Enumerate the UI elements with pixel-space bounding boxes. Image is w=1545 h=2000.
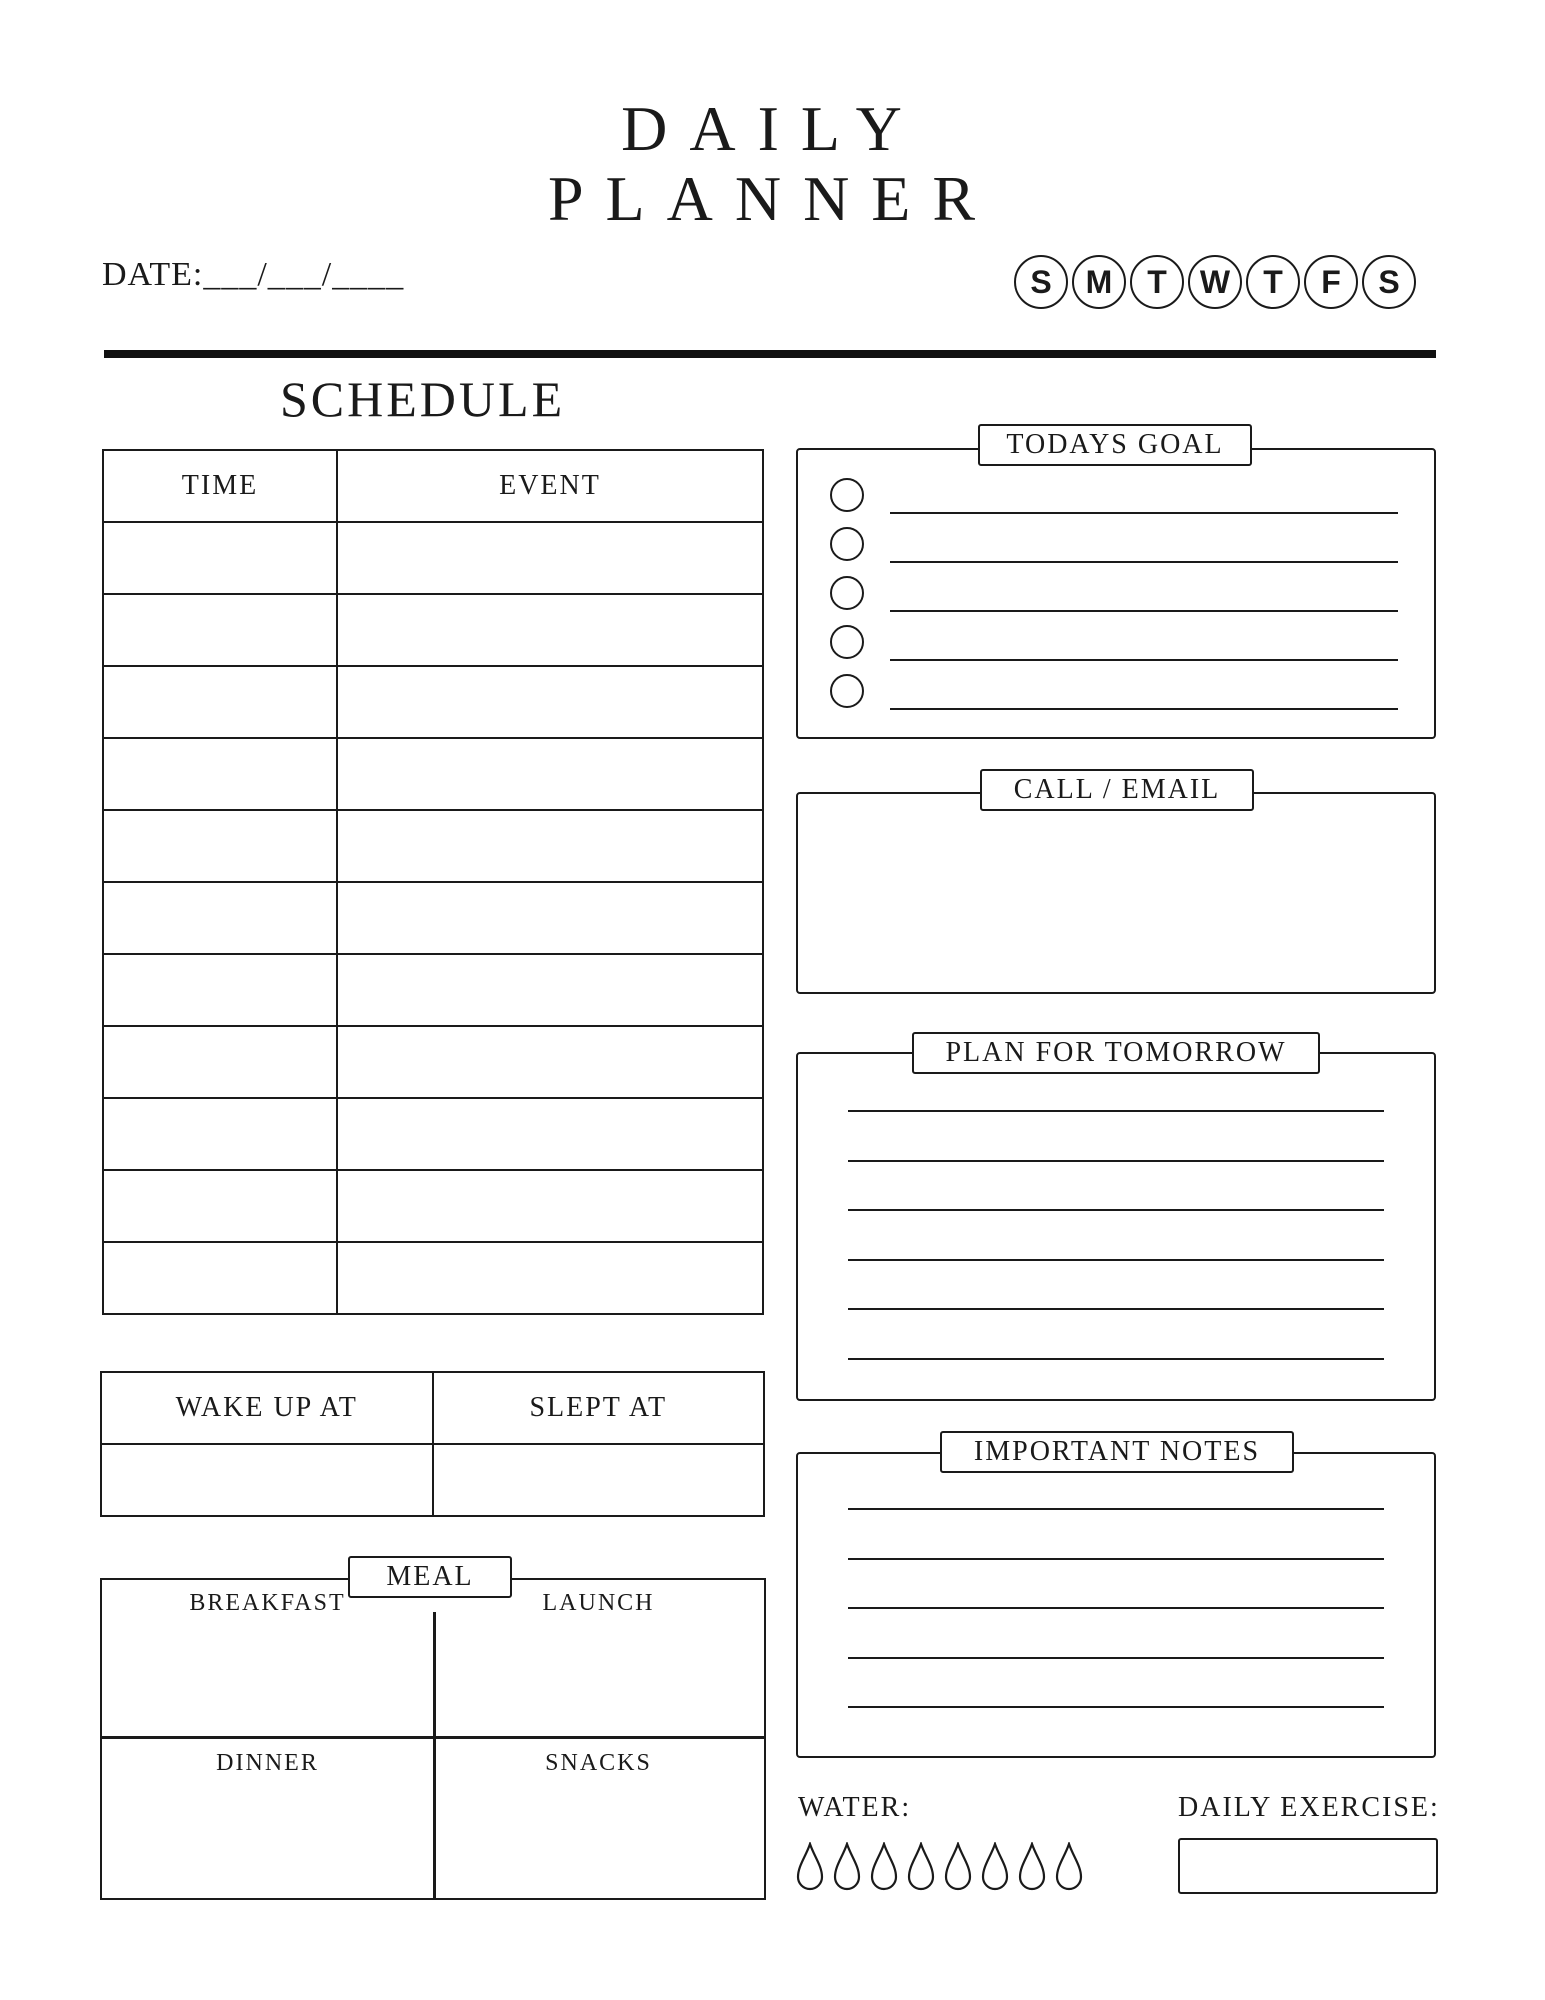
water-tracker (796, 1842, 1083, 1892)
call-email-panel[interactable] (796, 792, 1436, 994)
water-drop-icon[interactable] (833, 1842, 861, 1892)
snacks-label: SNACKS (545, 1750, 652, 1776)
water-label: WATER: (798, 1792, 912, 1823)
event-cell[interactable] (337, 1026, 763, 1098)
goal-checkbox[interactable] (830, 576, 864, 610)
plan-tomorrow-panel (796, 1052, 1436, 1401)
weekday-selector (1014, 255, 1416, 309)
time-cell[interactable] (103, 1098, 337, 1170)
plan-line[interactable] (848, 1160, 1384, 1162)
plan-line[interactable] (848, 1209, 1384, 1211)
daily-exercise-label: DAILY EXERCISE: (1178, 1792, 1440, 1823)
day-sunday[interactable]: S (1014, 255, 1068, 309)
breakfast-area[interactable] (102, 1616, 432, 1734)
event-cell[interactable] (337, 666, 763, 738)
header-divider (104, 350, 1436, 358)
table-row (103, 810, 763, 882)
water-drop-icon[interactable] (870, 1842, 898, 1892)
table-row (103, 882, 763, 954)
important-notes-title: IMPORTANT NOTES (940, 1431, 1294, 1473)
goal-line[interactable] (890, 708, 1398, 710)
todays-goal-title: TODAYS GOAL (978, 424, 1252, 466)
table-row (103, 666, 763, 738)
time-cell[interactable] (103, 522, 337, 594)
meal-divider-horizontal (102, 1736, 764, 1739)
dinner-area[interactable] (102, 1776, 432, 1896)
event-cell[interactable] (337, 810, 763, 882)
water-drop-icon[interactable] (1055, 1842, 1083, 1892)
goal-line[interactable] (890, 512, 1398, 514)
day-monday[interactable]: M (1072, 255, 1126, 309)
water-drop-icon[interactable] (1018, 1842, 1046, 1892)
time-cell[interactable] (103, 738, 337, 810)
event-cell[interactable] (337, 1170, 763, 1242)
slept-at-cell[interactable] (433, 1444, 765, 1516)
time-cell[interactable] (103, 954, 337, 1026)
event-cell[interactable] (337, 594, 763, 666)
time-cell[interactable] (103, 810, 337, 882)
plan-line[interactable] (848, 1358, 1384, 1360)
wake-up-cell[interactable] (101, 1444, 433, 1516)
goal-checkbox[interactable] (830, 527, 864, 561)
time-cell[interactable] (103, 666, 337, 738)
daily-exercise-field[interactable] (1178, 1838, 1438, 1894)
snacks-area[interactable] (436, 1776, 764, 1896)
breakfast-label: BREAKFAST (189, 1590, 346, 1616)
day-friday[interactable]: F (1304, 255, 1358, 309)
plan-tomorrow-title: PLAN FOR TOMORROW (912, 1032, 1320, 1074)
event-cell[interactable] (337, 522, 763, 594)
goal-checkbox[interactable] (830, 625, 864, 659)
goal-line[interactable] (890, 561, 1398, 563)
notes-line[interactable] (848, 1706, 1384, 1708)
table-row (103, 594, 763, 666)
water-drop-icon[interactable] (981, 1842, 1009, 1892)
table-row (103, 1098, 763, 1170)
important-notes-panel (796, 1452, 1436, 1758)
wake-up-header: WAKE UP AT (101, 1372, 433, 1444)
event-cell[interactable] (337, 738, 763, 810)
slept-at-header: SLEPT AT (433, 1372, 765, 1444)
day-saturday[interactable]: S (1362, 255, 1416, 309)
time-cell[interactable] (103, 882, 337, 954)
water-drop-icon[interactable] (907, 1842, 935, 1892)
event-cell[interactable] (337, 954, 763, 1026)
lunch-area[interactable] (436, 1616, 764, 1734)
meal-title: MEAL (348, 1556, 512, 1598)
event-cell[interactable] (337, 1242, 763, 1314)
plan-line[interactable] (848, 1110, 1384, 1112)
table-row (103, 1170, 763, 1242)
time-cell[interactable] (103, 1242, 337, 1314)
table-row (103, 738, 763, 810)
goal-line[interactable] (890, 610, 1398, 612)
notes-line[interactable] (848, 1607, 1384, 1609)
date-field[interactable]: DATE:___/___/____ (102, 256, 405, 293)
meal-box (100, 1578, 766, 1900)
plan-line[interactable] (848, 1259, 1384, 1261)
table-row (103, 1242, 763, 1314)
water-drop-icon[interactable] (796, 1842, 824, 1892)
title-line-2: PLANNER (547, 163, 998, 234)
table-row (103, 522, 763, 594)
time-cell[interactable] (103, 1170, 337, 1242)
notes-line[interactable] (848, 1558, 1384, 1560)
sleep-table (100, 1371, 765, 1517)
plan-line[interactable] (848, 1308, 1384, 1310)
notes-line[interactable] (848, 1657, 1384, 1659)
title-line-1: DAILY (621, 93, 924, 164)
dinner-label: DINNER (216, 1750, 319, 1776)
todays-goal-panel (796, 448, 1436, 739)
event-cell[interactable] (337, 1098, 763, 1170)
event-cell[interactable] (337, 882, 763, 954)
table-row (103, 1026, 763, 1098)
schedule-title: SCHEDULE (280, 371, 566, 427)
event-column-header: EVENT (337, 450, 763, 522)
goal-checkbox[interactable] (830, 478, 864, 512)
time-column-header: TIME (103, 450, 337, 522)
day-thursday[interactable]: T (1246, 255, 1300, 309)
notes-line[interactable] (848, 1508, 1384, 1510)
day-wednesday[interactable]: W (1188, 255, 1242, 309)
time-cell[interactable] (103, 594, 337, 666)
time-cell[interactable] (103, 1026, 337, 1098)
goal-line[interactable] (890, 659, 1398, 661)
goal-checkbox[interactable] (830, 674, 864, 708)
schedule-table (102, 449, 764, 1315)
day-tuesday[interactable]: T (1130, 255, 1184, 309)
lunch-label: LAUNCH (542, 1590, 655, 1616)
call-email-title: CALL / EMAIL (980, 769, 1254, 811)
water-drop-icon[interactable] (944, 1842, 972, 1892)
table-row (103, 954, 763, 1026)
